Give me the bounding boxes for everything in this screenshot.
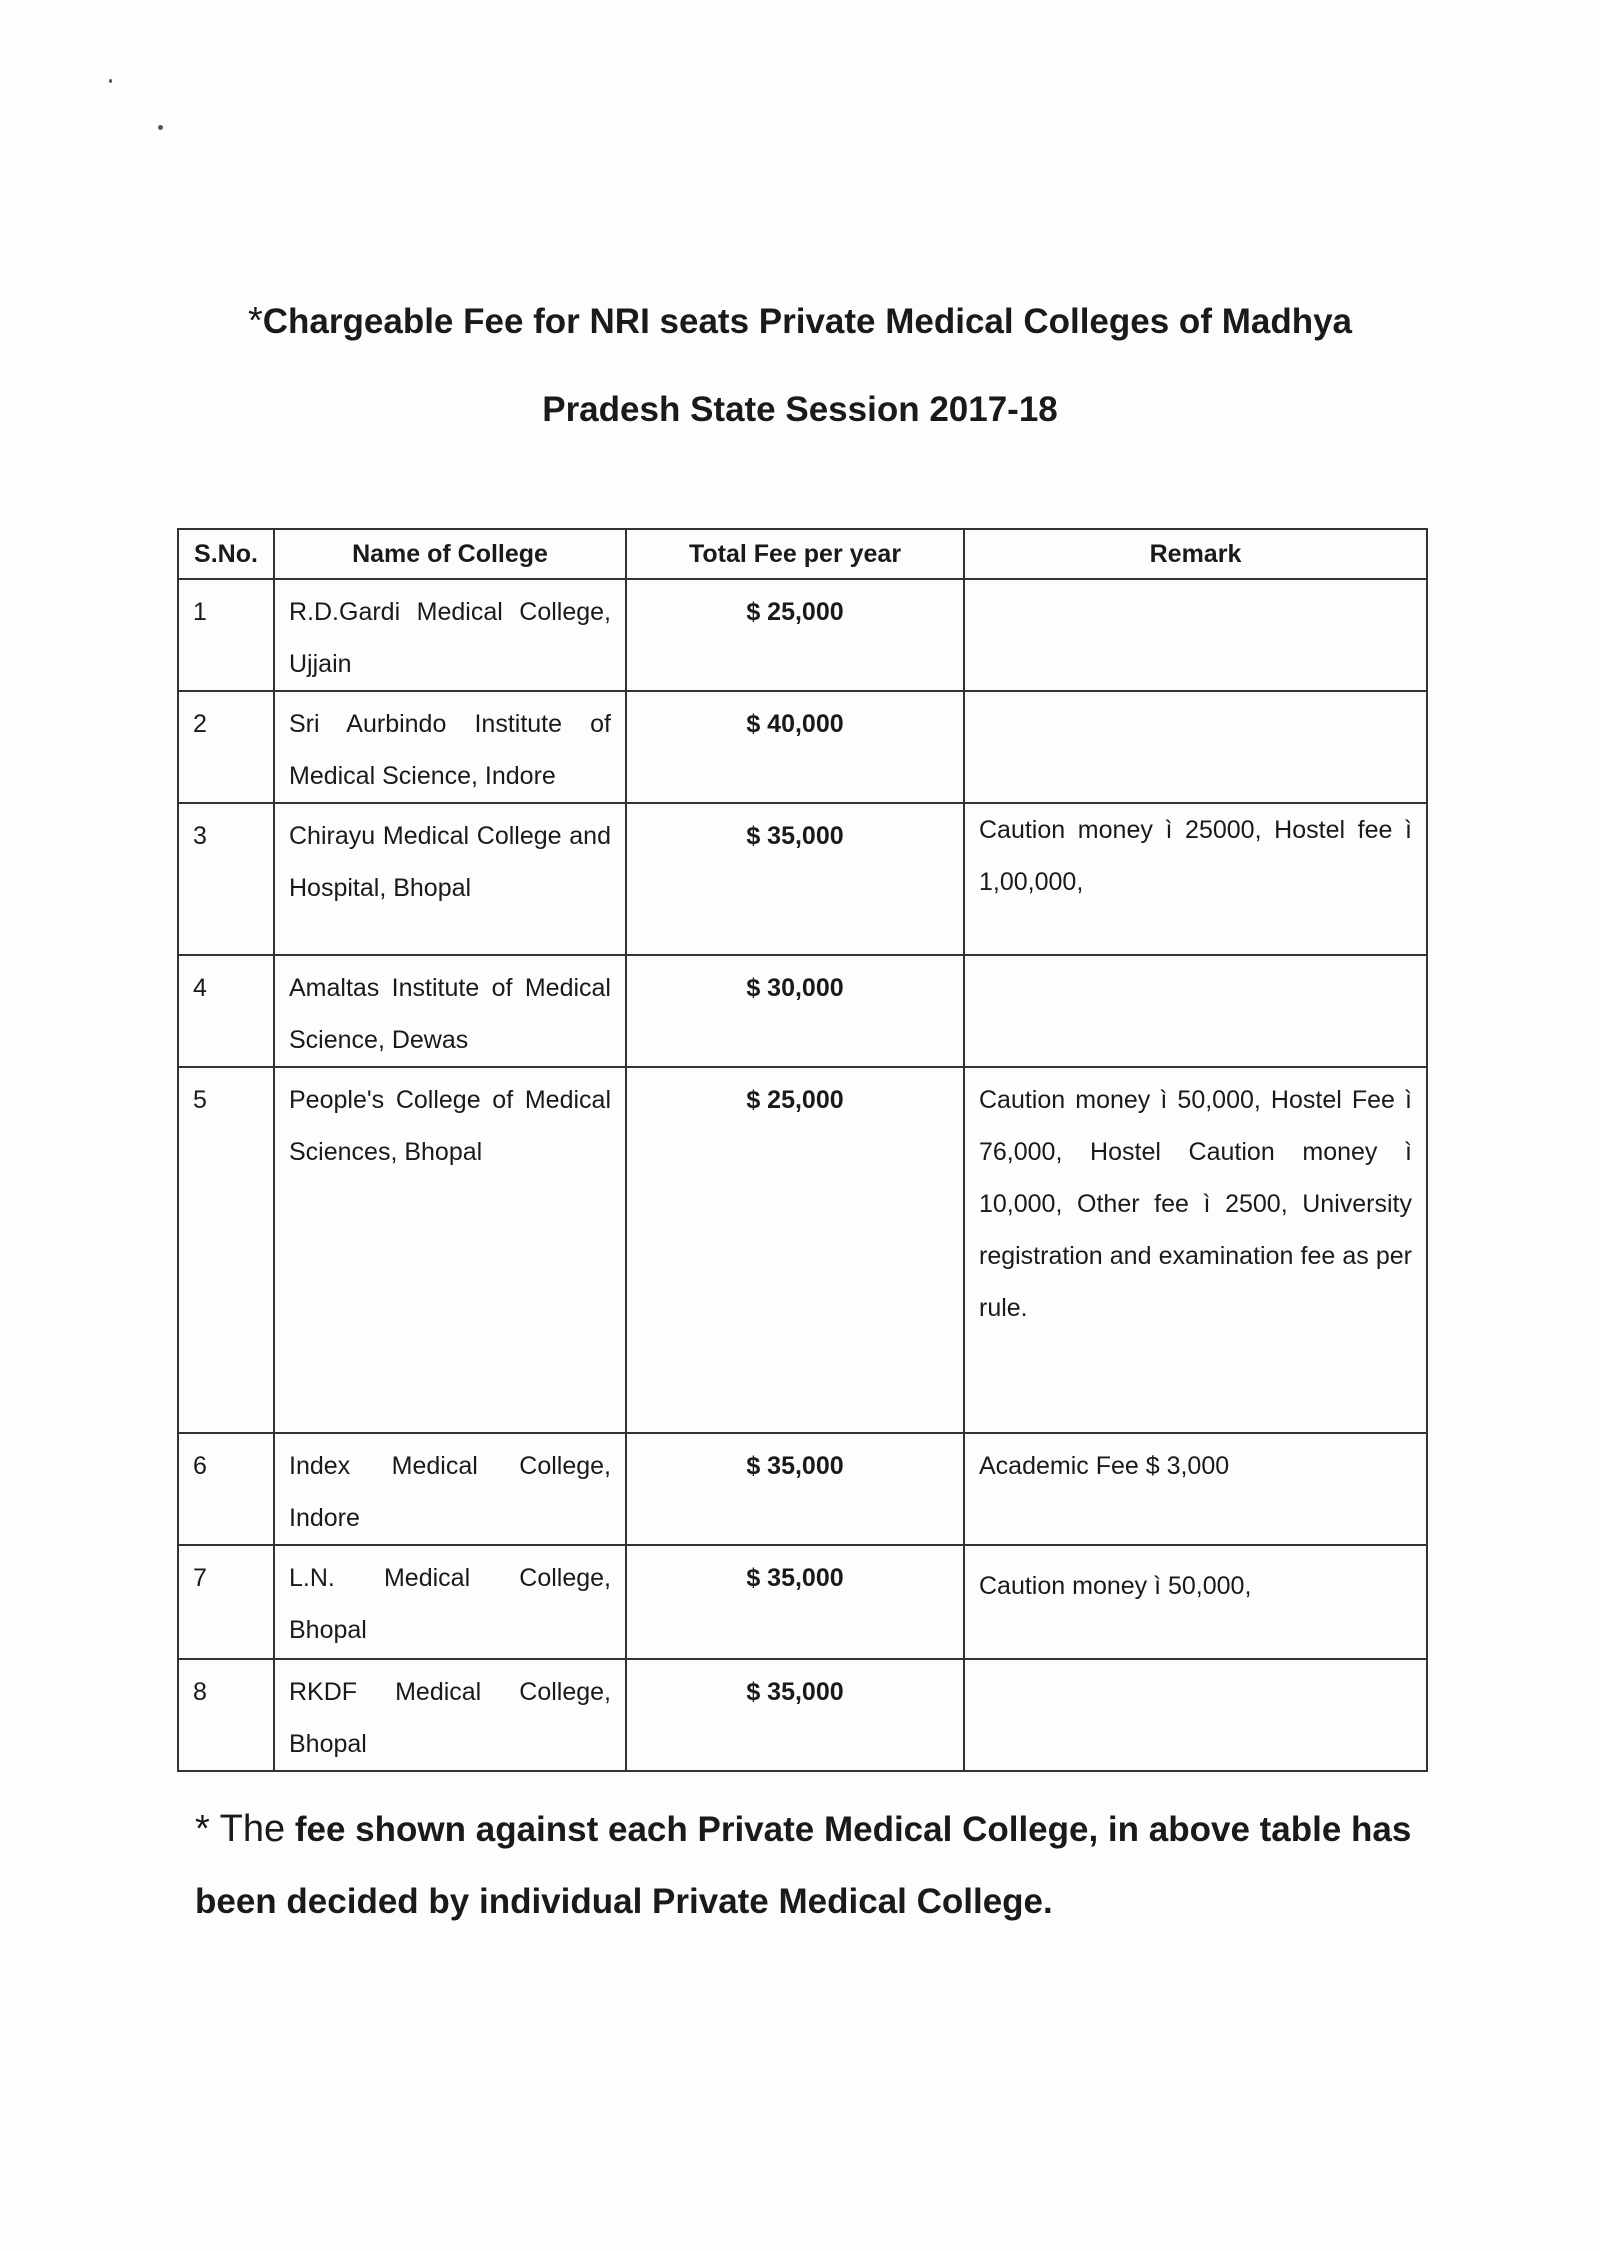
cell-sno: 8: [178, 1659, 274, 1771]
cell-college: R.D.Gardi Medical College, Ujjain: [274, 579, 626, 691]
table-row: [178, 1433, 1427, 1545]
cell-college: Chirayu Medical College and Hospital, Bhopal: [274, 803, 626, 955]
cell-sno: 2: [178, 691, 274, 803]
table-row: [178, 1067, 1427, 1433]
cell-remark: [964, 579, 1427, 691]
cell-college: L.N. Medical College, Bhopal: [274, 1545, 626, 1659]
cell-fee: $ 35,000: [626, 803, 964, 955]
table-header-row: [178, 529, 1427, 579]
cell-fee: $ 35,000: [626, 1659, 964, 1771]
cell-remark: Caution money ì 50,000, Hostel Fee ì 76,000, Hostel Caution money ì 10,000, Other fee ì 2500, University registration and examination fee as per rule.: [964, 1067, 1427, 1433]
cell-remark: Academic Fee $ 3,000: [964, 1433, 1427, 1545]
page-title-line-2: Pradesh State Session 2017-18: [542, 390, 1058, 429]
header-sno: S.No.: [178, 529, 274, 579]
footnote: [195, 1793, 1425, 1938]
table-row: [178, 803, 1427, 955]
cell-remark: Caution money ì 25000, Hostel fee ì 1,00,000,: [964, 803, 1427, 955]
cell-sno: 1: [178, 579, 274, 691]
table-row: [178, 955, 1427, 1067]
cell-fee: $ 30,000: [626, 955, 964, 1067]
cell-fee: $ 25,000: [626, 579, 964, 691]
footnote-lead: * The: [195, 1808, 286, 1850]
header-fee: Total Fee per year: [626, 529, 964, 579]
title-asterisk: *: [247, 300, 263, 342]
cell-college: Amaltas Institute of Medical Science, Dewas: [274, 955, 626, 1067]
page-title-line-1: [150, 299, 1450, 344]
cell-sno: 4: [178, 955, 274, 1067]
table-row: [178, 579, 1427, 691]
title-text-1: Chargeable Fee for NRI seats Private Medical Colleges of Madhya: [262, 302, 1353, 341]
cell-college: Index Medical College, Indore: [274, 1433, 626, 1545]
cell-sno: 6: [178, 1433, 274, 1545]
table-row: [178, 1545, 1427, 1659]
cell-fee: $ 40,000: [626, 691, 964, 803]
cell-remark: [964, 691, 1427, 803]
cell-fee: $ 25,000: [626, 1067, 964, 1433]
cell-remark: [964, 955, 1427, 1067]
cell-fee: $ 35,000: [626, 1545, 964, 1659]
fee-table: [177, 528, 1428, 1772]
footnote-text: fee shown against each Private Medical College, in above table has been decided by individual Private Medical College.: [195, 1810, 1412, 1921]
header-name: Name of College: [274, 529, 626, 579]
header-remark: Remark: [964, 529, 1427, 579]
cell-college: RKDF Medical College, Bhopal: [274, 1659, 626, 1771]
scan-speck: [158, 125, 163, 130]
cell-college: People's College of Medical Sciences, Bhopal: [274, 1067, 626, 1433]
table-row: [178, 691, 1427, 803]
cell-sno: 3: [178, 803, 274, 955]
scan-speck: [109, 79, 112, 83]
cell-sno: 5: [178, 1067, 274, 1433]
cell-fee: $ 35,000: [626, 1433, 964, 1545]
cell-sno: 7: [178, 1545, 274, 1659]
cell-remark: Caution money ì 50,000,: [964, 1545, 1427, 1659]
cell-remark: [964, 1659, 1427, 1771]
cell-college: Sri Aurbindo Institute of Medical Science, Indore: [274, 691, 626, 803]
table-row: [178, 1659, 1427, 1771]
